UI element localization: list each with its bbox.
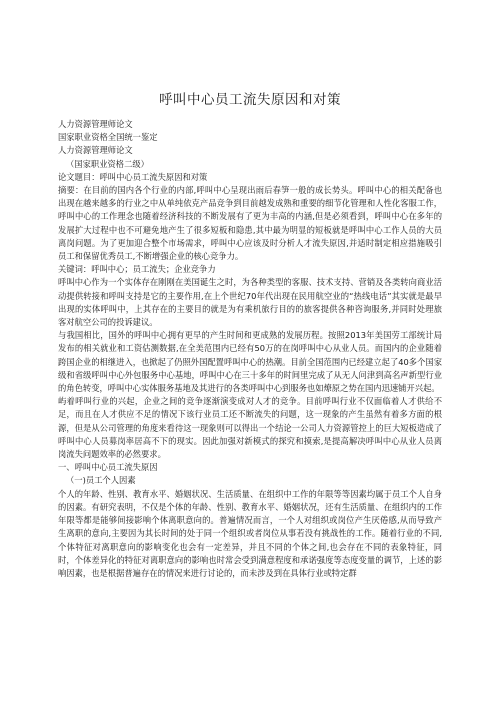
header-line: 人力资源管理师论文: [58, 145, 133, 156]
intro-paragraph: 屿着呼叫行业的兴起，企业之间的竞争逐渐演变成对人才的竞争。目前呼叫行业不仅面临着人才供给不足，而且在人才供应不足的情况下该行业员工还不断流失的问题，这一现象的产生虽然有着多方面的根源，但是从公司管理的角度来看待这一现象则可以得出一个结论一公司人力资源管控上的巨大短板造成了呼叫中心人员募岗率居高不下的现实。因此加强对新模式的探究和摸索,是提高解决呼叫中心从业人员离岗流失问题效率的必然要求。: [58, 396, 442, 460]
abstract: 摘要：在目前的国内各个行业的内部,呼叫中心呈现出雨后春笋一般的成长势头。呼叫中心的相关配备也出现在越来越多的行业之中从单纯依克产品竞争到目前越发成熟和重要的细节化管理和人性化客服工作，呼叫中心的工作理念也随着经济科技的不断发展有了更为丰高的内涵,但是必须看到，呼叫中心在多年的发展扩大过程中也不可避免地产生了很多短板和隐患,其中最为明显的短板就是呼叫中心工作人员的大员离岗问题。为了更加迎合整个市场需求，呼叫中心应该及时分析人才流失原因,并适时制定相应措施吸引员工和保留优秀员工,不断增强企业的核心竞争力。: [58, 185, 442, 262]
header-line: 国家职业资格全国统一鉴定: [58, 132, 158, 143]
paper-title-line: 论文题目：呼叫中心员工流失原因和对策: [58, 171, 208, 182]
document-title: 呼叫中心员工流失原因和对策: [159, 92, 341, 108]
intro-paragraph: 与我国相比，国外的呼叫中心拥有更早的产生时间和更成熟的发展历程。按照2013年美国劳工部统计局发布的相关就业和工资估测数据,在全美范围内已经有50万的在岗呼叫中心从业人员。而国内的企业随着跨国企业的相继进入，也掀起了仍照外国配置呼叫中心的热潮。目前全国范围内已经建立起了40多个国家级和省级呼叫中心外包服务中心基地，呼叫中心在三十多年的时间里完成了从无人问津到高名声新型行业的角色转变，呼叫中心实体服务基地及其进行的各类呼叫中心到服务也如燎原之势在国内迅速铺开兴起。: [58, 330, 442, 394]
intro-paragraph: 呼叫中心作为一个实体存在刚刚在美国诞生之时，为各种类型的客服、技术支持、营销及各类转向商业活动提供转接和呼叫支持是它的主要作用,在上个世纪70年代出现在民用航空业的“热线电话”其实就是最早出现的实体呼叫中，上其存在的主要目的就是为有乘机旅行目的的旅客提供各种咨询服务,并同时处理旅客对航空公司的投诉建议。: [58, 277, 442, 328]
document-body: [58, 118, 442, 580]
keywords: 关键词：呼叫中心；员工流失；企业竞争力: [58, 264, 216, 275]
section-heading: 一、呼叫中心员工流失原因: [58, 462, 158, 473]
header-line: 人力资源管理师论文: [58, 119, 133, 129]
subsection-paragraph: 个人的年龄、性别、教育水平、婚姻状况、生活质量、在组织中工作的年限等等因素均属于员工个人自身的因素。有研究表明，不仅是个体的年龄、性别、教育水平、婚姻状况，还有生活质量、在组织内的工作年限等都是能够间接影响个体离职意向的。普遍情况而言，一个人对组织或岗位产生厌倦感,从而导致产生离职的意向,主要因为其长时间的处于同一个组织或者岗位从事若没有挑战性的工作。随着行业的不同,个体特征对离职意向的影响变化也会有一定差异，并且不同的个体之间,也会存在不同的表象特征，同时，个体差异化的特征对离职意向的影响也时常会受到满意程度和承诺强度等态度变量的调节，上述的影响因素，也是根据普遍存在的情况来进行讨论的，而未涉及到在具体行业或特定群: [58, 488, 442, 578]
header-line: （国家职业资格二级）: [66, 158, 149, 169]
subsection-heading: （一)员工个人因素: [66, 475, 136, 486]
